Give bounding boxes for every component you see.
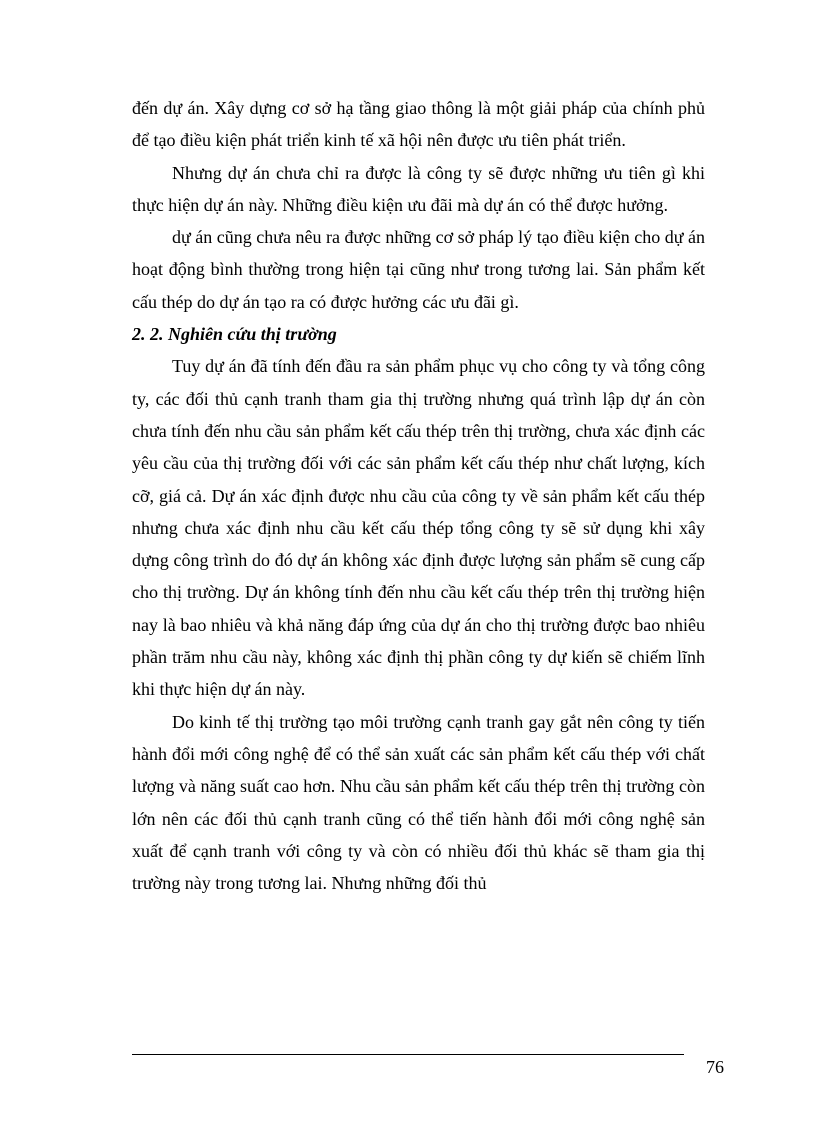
page-number: 76 xyxy=(706,1057,724,1077)
paragraph-continuation: đến dự án. Xây dựng cơ sở hạ tầng giao thông là một giải pháp của chính phủ để tạo điều kiện phát triển kinh tế xã hội nên được ưu tiên phát triển. xyxy=(132,98,705,151)
paragraph: dự án cũng chưa nêu ra được những cơ sở pháp lý tạo điều kiện cho dự án hoạt động bình thường trong hiện tại cũng như trong tương lai. Sản phẩm kết cấu thép do dự án tạo ra có được hưởng các ưu đãi gì. xyxy=(132,227,705,312)
paragraph: Do kinh tế thị trường tạo môi trường cạnh tranh gay gắt nên công ty tiến hành đổi mới công nghệ để có thể sản xuất các sản phẩm kết cấu thép với chất lượng và năng suất cao hơn. Nhu cầu sản phẩm kết cấu thép trên thị trường còn lớn nên các đối thủ cạnh tranh cũng có thể tiến hành đổi mới công nghệ sản xuất để cạnh tranh với công ty và còn có nhiều đối thủ khác sẽ tham gia thị trường này trong tương lai. Nhưng những đối thủ xyxy=(132,711,705,894)
section-heading: 2. 2. Nghiên cứu thị trường xyxy=(132,324,337,345)
page-body xyxy=(132,92,705,899)
footer-rule xyxy=(132,1054,684,1055)
paragraph: Tuy dự án đã tính đến đầu ra sản phẩm phục vụ cho công ty và tổng công ty, các đối thủ cạnh tranh tham gia thị trường nhưng quá trình lập dự án còn chưa tính đến nhu cầu sản phẩm kết cấu thép trên thị trường, chưa xác định các yêu cầu của thị trường đối với các sản phẩm kết cấu thép như chất lượng, kích cỡ, giá cả. Dự án xác định được nhu cầu của công ty về sản phẩm kết cấu thép nhưng chưa xác định nhu cầu kết cấu thép tổng công ty sẽ sử dụng khi xây dựng công trình do đó dự án không xác định được lượng sản phẩm sẽ cung cấp cho thị trường. Dự án không tính đến nhu cầu kết cấu thép trên thị trường hiện nay là bao nhiêu và khả năng đáp ứng của dự án cho thị trường được bao nhiêu phần trăm nhu cầu này, không xác định thị phần công ty dự kiến sẽ chiếm lĩnh khi thực hiện dự án này. xyxy=(132,356,705,700)
paragraph: Nhưng dự án chưa chỉ ra được là công ty sẽ được những ưu tiên gì khi thực hiện dự án này. Những điều kiện ưu đãi mà dự án có thể được hưởng. xyxy=(132,162,705,215)
